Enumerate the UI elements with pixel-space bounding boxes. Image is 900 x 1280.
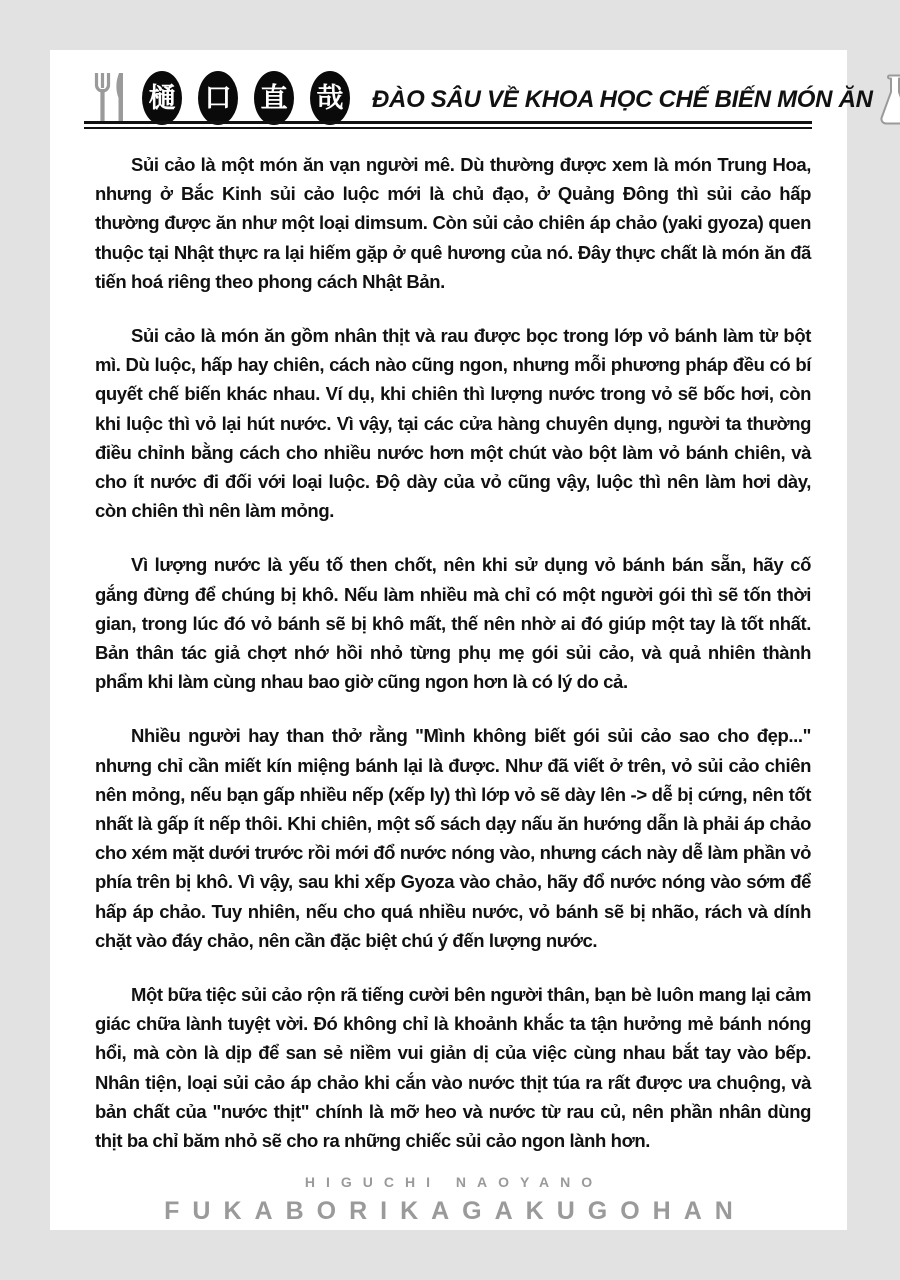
flask-icon	[873, 72, 900, 128]
series-romanized: FUKABORIKAGAKUGOHAN	[164, 1197, 746, 1225]
kanji-badge-4	[310, 71, 350, 125]
kanji-char: 樋	[148, 82, 176, 113]
kanji-char: 口	[204, 82, 232, 113]
paragraph-1: Sủi cảo là một món ăn vạn người mê. Dù thường được xem là món Trung Hoa, nhưng ở Bắc Kinh sủi cảo luộc mới là chủ đạo, ở Quảng Đông thì sủi cảo hấp thường được ăn như một loại dimsum. Còn sủi cảo chiên áp chảo (yaki gyoza) quen thuộc tại Nhật thực ra lại hiếm gặp ở quê hương của nó. Đây thực chất là món ăn đã tiến hoá riêng theo phong cách Nhật Bản.	[95, 154, 811, 292]
header-divider	[84, 121, 812, 129]
kanji-badge-1	[142, 71, 182, 125]
kanji-char: 哉	[316, 82, 344, 113]
paragraph-5: Một bữa tiệc sủi cảo rộn rã tiếng cười bên người thân, bạn bè luôn mang lại cảm giác chữa lành tuyệt vời. Đó không chỉ là khoảnh khắc ta tận hưởng mẻ bánh nóng hổi, mà còn là dịp để san sẻ niềm vui giản dị của việc cùng nhau bắt tay vào bếp. Nhân tiện, loại sủi cảo áp chảo khi cắn vào nước thịt túa ra rất được ưa chuộng, và bản chất của "nước thịt" chính là mỡ heo và nước từ rau củ, nên phần nhân dùng thịt ba chỉ băm nhỏ sẽ cho ra những chiếc sủi cảo ngon lành hơn.	[95, 984, 811, 1152]
paragraph-2: Sủi cảo là món ăn gồm nhân thịt và rau được bọc trong lớp vỏ bánh làm từ bột mì. Dù luộc, hấp hay chiên, cách nào cũng ngon, nhưng mỗi phương pháp đều có bí quyết chế biến khác nhau. Ví dụ, khi chiên thì lượng nước trong vỏ sẽ bốc hơi, còn khi luộc thì vỏ lại hút nước. Vì vậy, tại các cửa hàng chuyên dụng, người ta thường điều chỉnh bằng cách cho nhiều nước hơn một chút vào bột làm vỏ bánh chiên, và cho ít nước đi đối với loại luộc. Độ dày của vỏ cũng vậy, luộc thì nên làm hơi dày, còn chiên thì nên làm mỏng.	[95, 325, 811, 522]
scanned-page	[50, 50, 873, 1230]
fork-knife-icon	[92, 72, 126, 124]
article-body	[95, 150, 811, 1155]
author-romanized: HIGUCHI NAOYANO	[304, 1174, 604, 1190]
page-header	[84, 68, 873, 128]
kanji-char: 直	[260, 82, 288, 113]
paragraph-3: Vì lượng nước là yếu tố then chốt, nên khi sử dụng vỏ bánh bán sẵn, hãy cố gắng đừng để chúng bị khô. Nếu làm nhiều mà chỉ có một người gói thì sẽ tốn thời gian, trong lúc đó vỏ bánh sẽ bị khô mất, thế nên nhờ ai đó giúp một tay là tốt nhất. Bản thân tác giả chợt nhớ hồi nhỏ từng phụ mẹ gói sủi cảo, và quả nhiên thành phẩm khi làm cùng nhau bao giờ cũng ngon hơn là có lý do cả.	[95, 554, 811, 693]
page-footer	[50, 1174, 847, 1226]
kanji-badge-2	[198, 71, 238, 125]
author-kanji-badges	[142, 71, 350, 125]
paragraph-4: Nhiều người hay than thở rằng "Mình không biết gói sủi cảo sao cho đẹp..." nhưng chỉ cần miết kín miệng bánh lại là được. Như đã viết ở trên, vỏ sủi cảo chiên nên mỏng, nếu bạn gấp nhiều nếp (xếp ly) thì lớp vỏ sẽ dày lên -> dễ bị cứng, nên tốt nhất là gấp ít nếp thôi. Khi chiên, một số sách dạy nấu ăn hướng dẫn là phải áp chảo cho xém mặt dưới trước rồi mới đổ nước nóng vào, nhưng cách này dễ làm phần vỏ phía trên bị khô. Vì vậy, sau khi xếp Gyoza vào chảo, hãy đổ nước nóng vào sớm để hấp áp chảo. Tuy nhiên, nếu cho quá nhiều nước, vỏ bánh sẽ bị nhão, rách và dính chặt vào đáy chảo, nên cần đặc biệt chú ý đến lượng nước.	[95, 725, 811, 951]
kanji-badge-3	[254, 71, 294, 125]
page-title: ĐÀO SÂU VỀ KHOA HỌC CHẾ BIẾN MÓN ĂN	[372, 86, 873, 113]
